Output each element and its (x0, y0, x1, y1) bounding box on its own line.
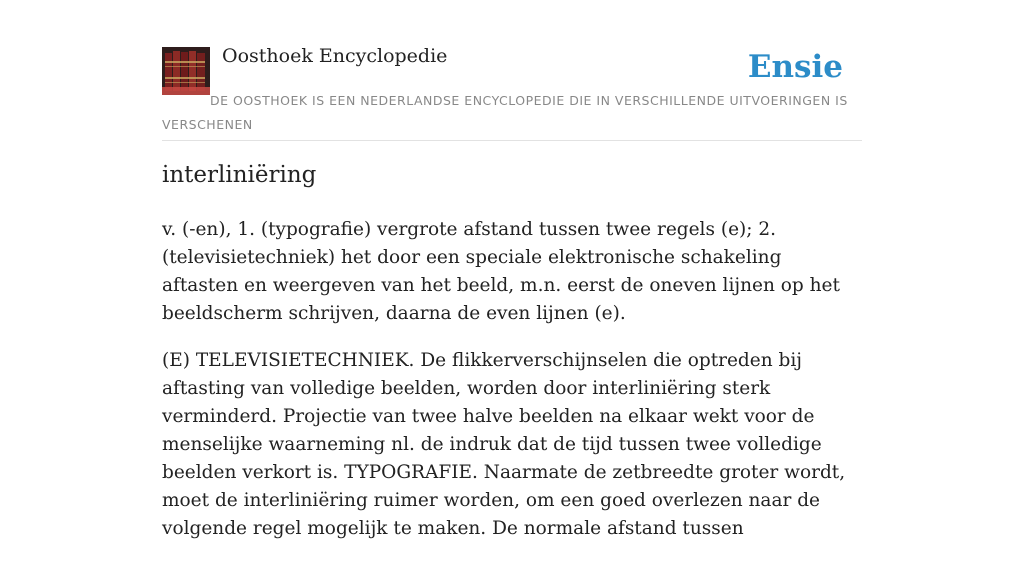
page (162, 0, 862, 539)
site-tagline: DE OOSTHOEK IS EEN NEDERLANDSE ENCYCLOPEDIE DIE IN VERSCHILLENDE UITVOERINGEN IS VERSCHENEN (162, 93, 848, 132)
encyclopedia-books-icon[interactable] (162, 47, 210, 95)
site-header (162, 0, 862, 141)
ensie-logo-link[interactable]: Ensie (747, 49, 843, 85)
entry-title: interliniëring (162, 162, 317, 188)
entry-body (162, 216, 862, 562)
entry-paragraph-explanation: (E) TELEVISIETECHNIEK. De flikkerverschijnselen die optreden bij aftasting van volledige beelden, worden door interliniëring sterk verminderd. Projectie van twee halve beelden na elkaar wekt voor de menselijke waarneming nl. de indruk dat de tijd tussen twee volledige beelden verkort is. TYPOGRAFIE. Naarmate de zetbreedte groter wordt, moet de interliniëring ruimer worden, om een goed overlezen naar de volgende regel mogelijk te maken. De normale afstand tussen (162, 350, 846, 539)
entry-paragraph-definition: v. (-en), 1. (typografie) vergrote afstand tussen twee regels (e); 2. (televisietechniek) het door een speciale elektronische schakeling aftasten en weergeven van het beeld, m.n. eerst de oneven lijnen op het beeldscherm schrijven, daarna de even lijnen (e). (162, 219, 840, 324)
site-name[interactable]: Oosthoek Encyclopedie (222, 45, 448, 67)
